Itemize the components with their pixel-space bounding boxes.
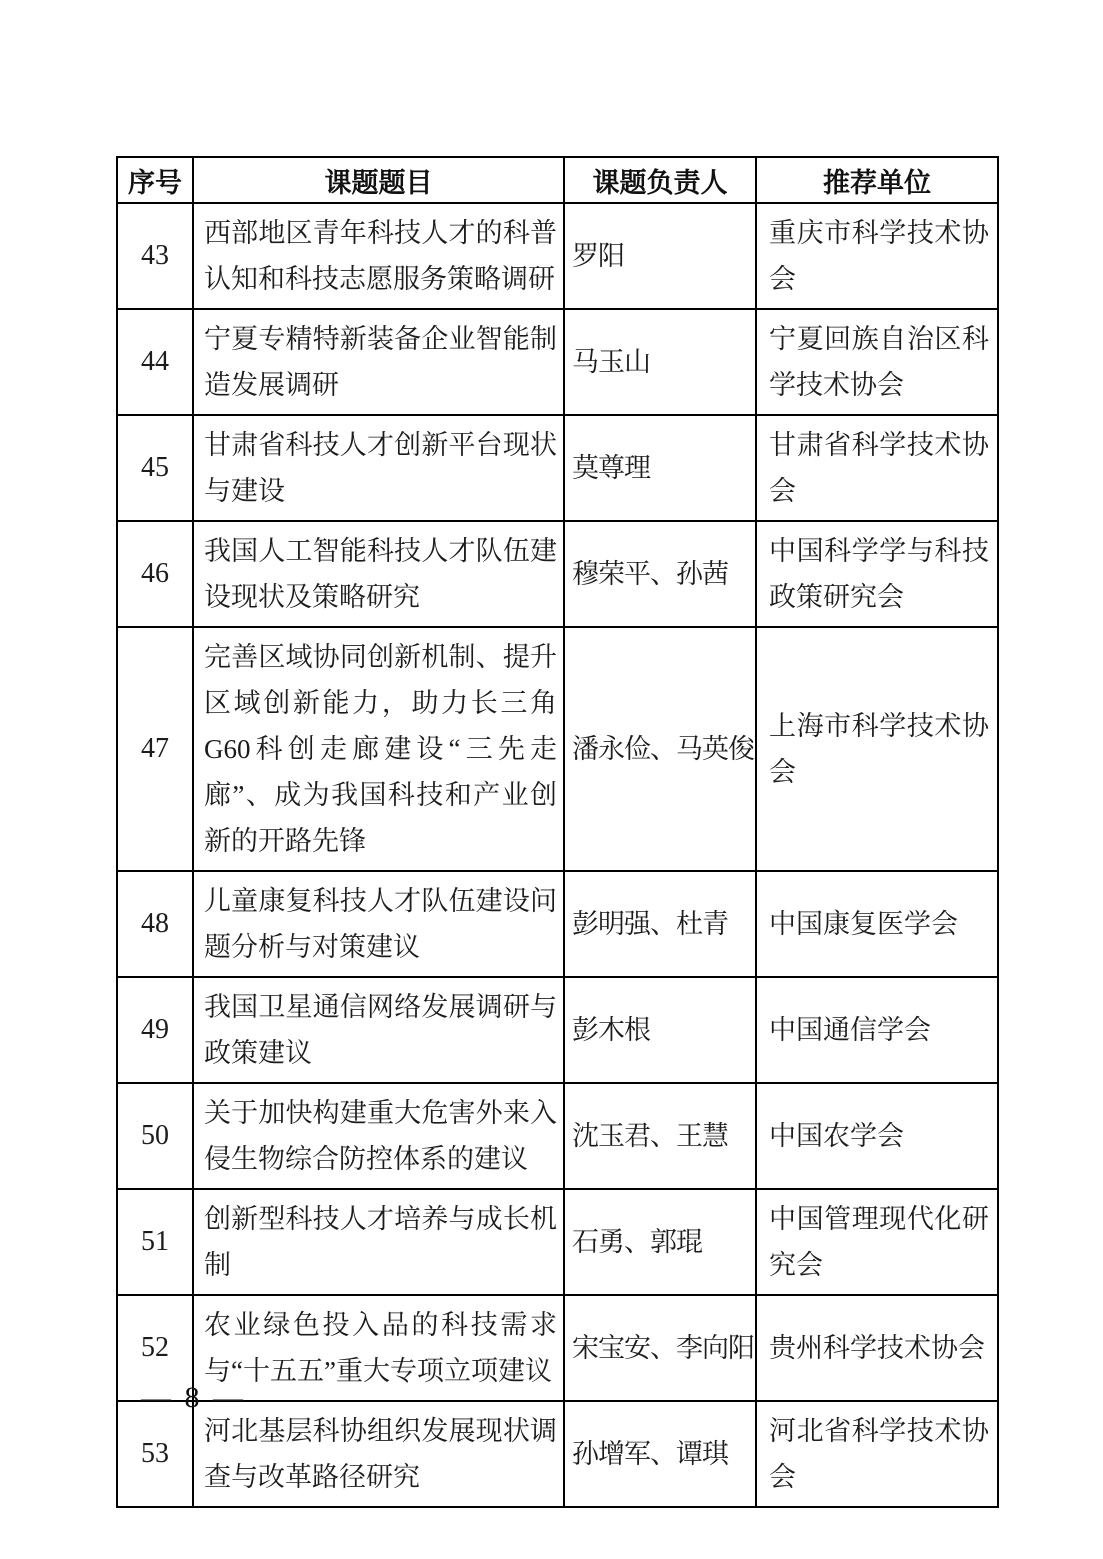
row-recommending-unit: 中国通信学会 — [756, 977, 998, 1083]
table-row — [117, 1083, 998, 1189]
table-row — [117, 977, 998, 1083]
header-serial-number: 序号 — [117, 157, 193, 203]
page-number: — 8 — — [141, 1381, 246, 1414]
row-topic-leader: 沈玉君、王慧 — [564, 1083, 756, 1189]
row-topic-title: 宁夏专精特新装备企业智能制造发展调研 — [193, 309, 564, 415]
table-row — [117, 1295, 998, 1401]
row-recommending-unit: 甘肃省科学技术协会 — [756, 415, 998, 521]
table-row — [117, 871, 998, 977]
header-topic-title: 课题题目 — [193, 157, 564, 203]
row-recommending-unit: 中国农学会 — [756, 1083, 998, 1189]
row-topic-leader: 宋宝安、李向阳 — [564, 1295, 756, 1401]
row-serial-number: 44 — [117, 309, 193, 415]
row-topic-title: 河北基层科协组织发展现状调查与改革路径研究 — [193, 1401, 564, 1507]
row-recommending-unit: 中国管理现代化研究会 — [756, 1189, 998, 1295]
row-recommending-unit: 重庆市科学技术协会 — [756, 203, 998, 309]
table-header-row — [117, 157, 998, 203]
row-topic-title: 我国卫星通信网络发展调研与政策建议 — [193, 977, 564, 1083]
row-topic-leader: 穆荣平、孙茜 — [564, 521, 756, 627]
row-topic-title: 儿童康复科技人才队伍建设问题分析与对策建议 — [193, 871, 564, 977]
row-topic-leader: 莫尊理 — [564, 415, 756, 521]
row-topic-title: 农业绿色投入品的科技需求与“十五五”重大专项立项建议 — [193, 1295, 564, 1401]
row-serial-number: 48 — [117, 871, 193, 977]
row-serial-number: 46 — [117, 521, 193, 627]
row-recommending-unit: 中国康复医学会 — [756, 871, 998, 977]
table-row — [117, 415, 998, 521]
row-recommending-unit: 宁夏回族自治区科学技术协会 — [756, 309, 998, 415]
row-topic-title: 我国人工智能科技人才队伍建设现状及策略研究 — [193, 521, 564, 627]
table-row — [117, 521, 998, 627]
row-recommending-unit: 贵州科学技术协会 — [756, 1295, 998, 1401]
row-topic-title: 完善区域协同创新机制、提升区域创新能力，助力长三角G60科创走廊建设“三先走廊”、成为我国科技和产业创新的开路先锋 — [193, 627, 564, 871]
table-row — [117, 1401, 998, 1507]
row-topic-leader: 罗阳 — [564, 203, 756, 309]
row-topic-title: 甘肃省科技人才创新平台现状与建设 — [193, 415, 564, 521]
row-serial-number: 52 — [117, 1295, 193, 1401]
row-serial-number: 49 — [117, 977, 193, 1083]
row-recommending-unit: 河北省科学技术协会 — [756, 1401, 998, 1507]
table-body — [117, 203, 998, 1507]
row-serial-number: 50 — [117, 1083, 193, 1189]
row-topic-leader: 马玉山 — [564, 309, 756, 415]
row-serial-number: 45 — [117, 415, 193, 521]
row-topic-leader: 石勇、郭琨 — [564, 1189, 756, 1295]
row-topic-leader: 孙增军、谭琪 — [564, 1401, 756, 1507]
row-topic-title: 西部地区青年科技人才的科普认知和科技志愿服务策略调研 — [193, 203, 564, 309]
table-row — [117, 627, 998, 871]
header-recommending-unit: 推荐单位 — [756, 157, 998, 203]
row-topic-title: 创新型科技人才培养与成长机制 — [193, 1189, 564, 1295]
row-serial-number: 43 — [117, 203, 193, 309]
row-serial-number: 53 — [117, 1401, 193, 1507]
header-topic-leader: 课题负责人 — [564, 157, 756, 203]
row-topic-leader: 彭明强、杜青 — [564, 871, 756, 977]
row-serial-number: 47 — [117, 627, 193, 871]
table-row — [117, 203, 998, 309]
row-serial-number: 51 — [117, 1189, 193, 1295]
row-recommending-unit: 上海市科学技术协会 — [756, 627, 998, 871]
row-topic-leader: 潘永俭、马英俊 — [564, 627, 756, 871]
table-row — [117, 1189, 998, 1295]
row-topic-leader: 彭木根 — [564, 977, 756, 1083]
row-topic-title: 关于加快构建重大危害外来入侵生物综合防控体系的建议 — [193, 1083, 564, 1189]
row-recommending-unit: 中国科学学与科技政策研究会 — [756, 521, 998, 627]
topic-table — [116, 156, 999, 1508]
table-row — [117, 309, 998, 415]
